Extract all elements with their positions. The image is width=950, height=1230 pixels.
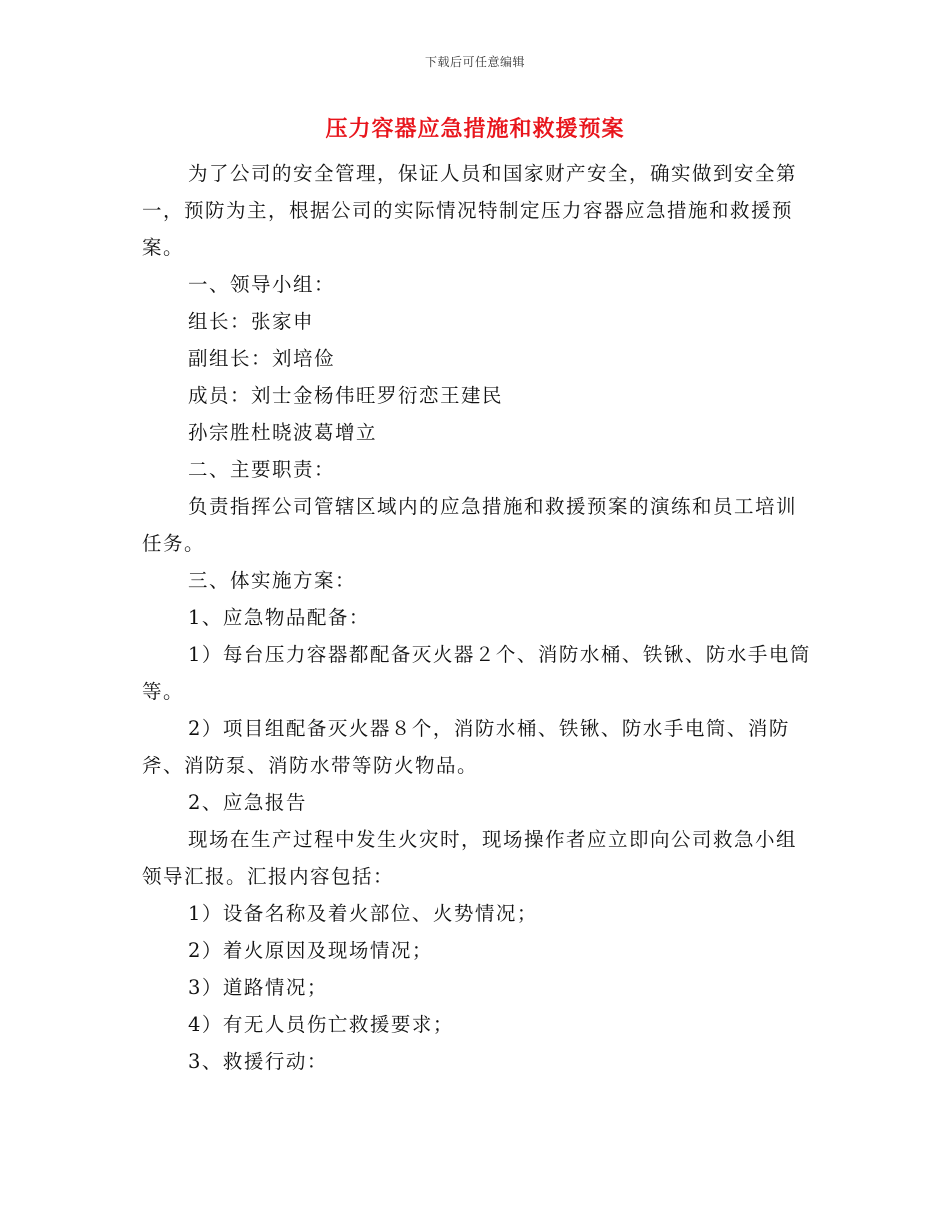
section-heading-duties: 二、主要职责： <box>188 458 336 481</box>
section-heading-plan: 三、体实施方案： <box>188 569 357 592</box>
subsection-rescue: 3、救援行动： <box>188 1050 328 1073</box>
report-item-3: 3）道路情况； <box>188 976 328 999</box>
supplies-item-1: 1）每台压力容器都配备灭火器２个、消防水桶、铁锹、防水手电筒等。 <box>142 643 811 703</box>
intro-paragraph: 为了公司的安全管理，保证人员和国家财产安全，确实做到安全第一，预防为主，根据公司的实际情况特制定压力容器应急措施和救援预案。 <box>142 162 798 259</box>
members-line: 成员：刘士金杨伟旺罗衍恋王建民 <box>188 384 504 407</box>
members-line-continued: 孙宗胜杜晓波葛增立 <box>188 421 378 444</box>
report-item-4: 4）有无人员伤亡救援要求； <box>188 1013 454 1036</box>
supplies-item-2: 2）项目组配备灭火器８个，消防水桶、铁锹、防水手电筒、消防斧、消防泵、消防水带等防火物品。 <box>142 717 790 777</box>
document-body <box>142 155 812 1080</box>
report-item-2: 2）着火原因及现场情况； <box>188 939 433 962</box>
document-title: 压力容器应急措施和救援预案 <box>325 116 625 142</box>
duties-paragraph: 负责指挥公司管辖区域内的应急措施和救援预案的演练和员工培训任务。 <box>142 495 798 555</box>
report-paragraph: 现场在生产过程中发生火灾时，现场操作者应立即向公司救急小组领导汇报。汇报内容包括： <box>142 828 798 888</box>
page-header-note: 下载后可任意编辑 <box>424 55 525 69</box>
subsection-supplies: 1、应急物品配备： <box>188 606 370 629</box>
report-item-1: 1）设备名称及着火部位、火势情况； <box>188 902 538 925</box>
deputy-leader-line: 副组长：刘培俭 <box>188 347 336 370</box>
subsection-report: 2、应急报告 <box>188 791 307 814</box>
section-heading-leadership: 一、领导小组： <box>188 273 336 296</box>
leader-line: 组长：张家申 <box>188 310 315 333</box>
